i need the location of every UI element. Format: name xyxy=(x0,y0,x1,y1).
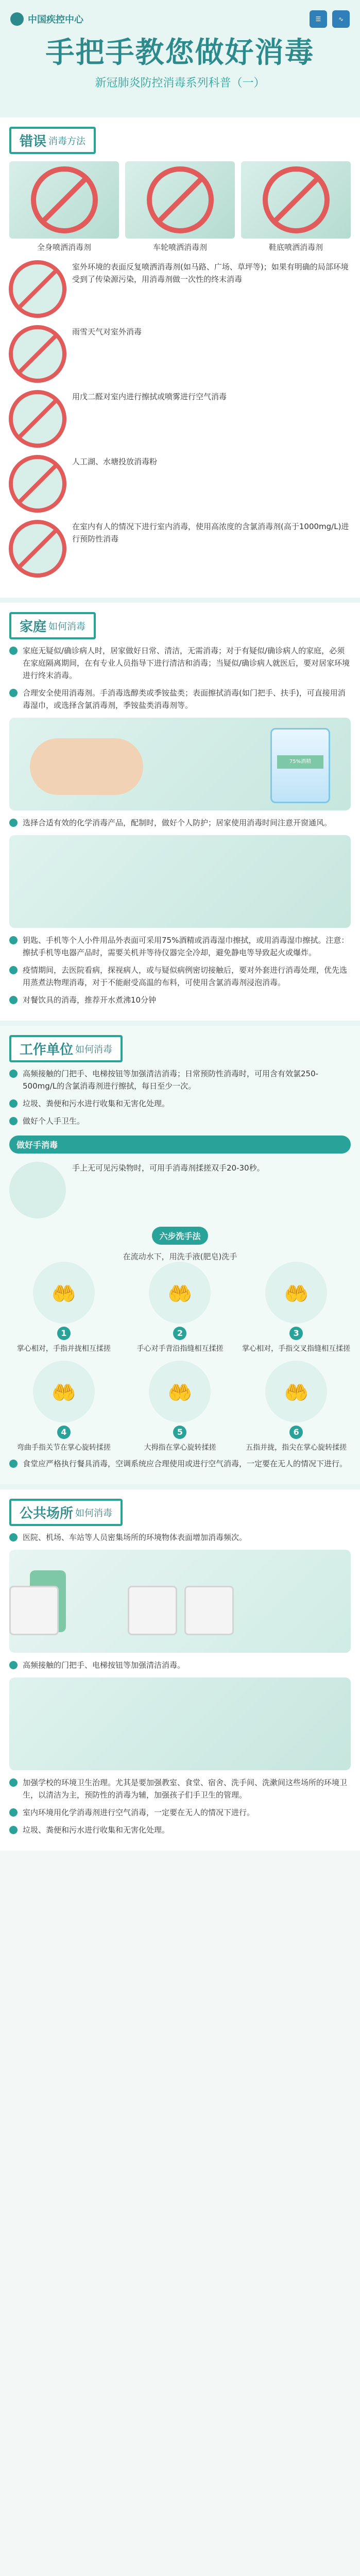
hand-step-icon xyxy=(33,1262,95,1324)
work-title xyxy=(9,1035,123,1062)
bullet-dot-icon xyxy=(9,647,18,655)
hand-step-5 xyxy=(126,1361,235,1452)
work-more-text: 食堂应严格执行餐具消毒，空调系统应合理使用或进行空气消毒，一定要在无人的情况下进行。 xyxy=(23,1459,348,1468)
hand-step-icon xyxy=(33,1361,95,1422)
home-item-6 xyxy=(9,994,351,1006)
six-steps-badge: 六步洗手法 xyxy=(152,1227,208,1245)
public-item-text-1: 医院、机场、车站等人员密集场所的环境物体表面增加消毒频次。 xyxy=(23,1533,247,1542)
hand-hygiene-text: 手上无可见污染物时，可用手消毒剂揉搓双手20-30秒。 xyxy=(72,1163,265,1173)
public-item-5 xyxy=(9,1824,351,1836)
lake-icon xyxy=(9,455,66,512)
bullet-dot-icon xyxy=(9,1808,18,1817)
hand-step-caption: 大拇指在掌心旋转揉搓 xyxy=(144,1444,216,1452)
home-item-text-3: 选择合适有效的化学消毒产品，配制时，做好个人防护；居家使用消毒时间注意开窗通风。 xyxy=(23,818,332,827)
ban-icon xyxy=(263,166,330,233)
home-section xyxy=(0,603,360,1021)
work-title-suffix: 如何消毒 xyxy=(75,1044,113,1055)
hand-step-caption: 手心对手背沿指缝相互揉搓 xyxy=(136,1345,224,1353)
hand-steps xyxy=(9,1262,351,1452)
spray-bottle-icon xyxy=(9,391,66,447)
home-item-text-6: 对餐饮具的消毒，推荐开水煮沸10分钟 xyxy=(23,995,157,1005)
hand-step-icon xyxy=(265,1361,327,1422)
elevator-button-image xyxy=(9,1677,351,1770)
hand-step-icon xyxy=(149,1262,211,1324)
hand-step-num: 3 xyxy=(289,1327,303,1340)
cdc-logo-icon xyxy=(10,12,24,26)
wrong-bullet-text-1: 室外环境的表面反复喷洒消毒剂(如马路、广场、草坪等)；如果有明确的局部环境受到了传染源污染，用消毒剂做一次性的终末消毒 xyxy=(72,262,349,284)
brand-badge-2: ∿ xyxy=(332,10,350,28)
divider xyxy=(0,1484,360,1489)
hand-step-icon xyxy=(265,1262,327,1324)
protective-gear-image xyxy=(9,835,351,928)
bullet-dot-icon xyxy=(9,1070,18,1078)
wrong-section xyxy=(0,117,360,598)
hand-sanitizer-image xyxy=(9,718,351,810)
wrong-bullet-4 xyxy=(9,455,351,512)
hand-hygiene-row xyxy=(9,1162,351,1218)
wrong-title-suffix: 消毒方法 xyxy=(48,135,86,147)
wrong-card-1 xyxy=(9,161,119,252)
wrong-bullet-5 xyxy=(9,520,351,577)
hand-wash-icon xyxy=(9,1162,66,1218)
work-title-main: 工作单位 xyxy=(20,1042,74,1058)
wrong-bullet-1 xyxy=(9,261,351,317)
wrong-cards xyxy=(9,161,351,252)
public-item-2 xyxy=(9,1659,351,1671)
six-steps-subtitle: 在流动水下，用洗手液(肥皂)洗手 xyxy=(123,1252,237,1261)
home-item-text-4: 钥匙、手机等个人小件用品外表面可采用75%酒精或消毒湿巾擦拭，或用消毒湿巾擦拭。注意：擦拭手机等电器产品时，需要关机并等待仪器完全冷却，避免静电等导致起火或爆炸。 xyxy=(23,936,349,957)
divider xyxy=(0,1021,360,1026)
bullet-dot-icon xyxy=(9,936,18,944)
home-item-text-5: 疫情期间，去医院看病，探视病人，或与疑似病例密切接触后，要对外套进行消毒处理，优先选用蒸煮法物理消毒，对于不能耐受高温的布料，可使用含氯消毒剂浸泡消毒。 xyxy=(23,965,348,987)
hand-step-icon xyxy=(149,1361,211,1422)
hand-step-6 xyxy=(242,1361,351,1452)
header xyxy=(0,0,360,117)
wrong-bullet-text-5: 在室内有人的情况下进行室内消毒，使用高浓度的含氯消毒剂(高于1000mg/L)进行预防性消毒 xyxy=(72,522,349,544)
org-title xyxy=(10,12,350,26)
work-item-1 xyxy=(9,1067,351,1092)
ban-icon xyxy=(9,325,66,383)
wrong-title xyxy=(9,127,96,154)
hand-hygiene xyxy=(9,1136,351,1470)
wrong-card-image-3 xyxy=(241,161,351,239)
wrong-card-image-2 xyxy=(125,161,235,239)
wrong-card-2 xyxy=(125,161,235,252)
home-item-5 xyxy=(9,964,351,989)
hand-step-caption: 掌心相对，手指交叉指缝相互揉搓 xyxy=(242,1345,351,1353)
outdoor-spray-icon xyxy=(9,261,66,317)
hand-step-num: 1 xyxy=(57,1327,71,1340)
public-title-main: 公共场所 xyxy=(20,1506,74,1521)
public-item-text-4: 室内环境用化学消毒剂进行空气消毒，一定要在无人的情况下进行。 xyxy=(23,1808,255,1817)
public-item-3 xyxy=(9,1776,351,1801)
home-item-3 xyxy=(9,817,351,829)
ban-icon xyxy=(31,166,98,233)
hand-step-num: 6 xyxy=(289,1426,303,1439)
hand-icon xyxy=(30,738,143,795)
work-more xyxy=(9,1458,351,1470)
public-item-4 xyxy=(9,1806,351,1819)
work-item-2 xyxy=(9,1097,351,1110)
ban-icon xyxy=(9,390,66,448)
hand-step-num: 2 xyxy=(173,1327,186,1340)
wrong-bullet-3 xyxy=(9,391,351,447)
home-item-text-1: 家庭无疑似/确诊病人时，居家做好日常、清洁，无需消毒；对于有疑似/确诊病人的家庭，必须在家庭隔离期间，在有专业人员指导下进行清洁和消毒；当疑似/确诊病人就医后，要对居家环境进行终末消毒。 xyxy=(23,646,350,680)
hand-step-num: 5 xyxy=(173,1426,186,1439)
rain-icon xyxy=(9,326,66,382)
home-title-main: 家庭 xyxy=(20,619,47,635)
bottle-label: 75%酒精 xyxy=(277,755,323,769)
page-title: 手把手教您做好消毒 xyxy=(45,36,315,70)
hand-step-3 xyxy=(242,1262,351,1353)
wrong-card-caption-3: 鞋底喷洒消毒剂 xyxy=(268,243,323,252)
page-subtitle: 新冠肺炎防控消毒系列科普（一） xyxy=(95,77,265,90)
hand-step-caption: 五指并拢，指尖在掌心旋转揉搓 xyxy=(246,1444,347,1452)
sanitizer-bottle-icon xyxy=(270,728,330,803)
six-steps-title xyxy=(9,1227,351,1245)
hand-step-1 xyxy=(9,1262,118,1353)
bullet-dot-icon xyxy=(9,1460,18,1468)
ban-icon xyxy=(147,166,214,233)
ban-icon xyxy=(9,260,66,318)
hand-step-caption: 弯曲手指关节在掌心旋转揉搓 xyxy=(16,1444,111,1452)
wrong-bullet-2 xyxy=(9,326,351,382)
bullet-dot-icon xyxy=(9,966,18,974)
hand-step-2 xyxy=(126,1262,235,1353)
hand-step-caption: 掌心相对，手指并拢相互揉搓 xyxy=(16,1345,111,1353)
home-item-text-2: 合理安全使用消毒剂。手消毒选醇类或季铵盐类；表面擦拭消毒(如门把手、扶手)，可直接用消毒湿巾，或选择含氯消毒剂，季铵盐类消毒剂等。 xyxy=(23,688,346,710)
divider xyxy=(0,598,360,603)
hand-step-num: 4 xyxy=(57,1426,71,1439)
indoor-people-icon xyxy=(9,520,66,577)
bullet-dot-icon xyxy=(9,1099,18,1108)
wrong-card-3 xyxy=(241,161,351,252)
home-item-4 xyxy=(9,934,351,959)
bullet-dot-icon xyxy=(9,1533,18,1541)
work-item-text-1: 高频接触的门把手、电梯按钮等加强清洁消毒；日常预防性消毒时，可用含有效氯250-500mg/L的含氯消毒剂进行擦拭，每日至少一次。 xyxy=(23,1069,319,1091)
home-title xyxy=(9,612,96,639)
org-name: 中国疾控中心 xyxy=(28,14,83,25)
wrong-bullet-text-2: 雨雪天气对室外消毒 xyxy=(72,327,142,336)
chair-icon xyxy=(128,1586,177,1635)
wrong-bullet-text-4: 人工湖、水塘投放消毒粉 xyxy=(72,457,158,466)
hand-hygiene-badge: 做好手消毒 xyxy=(9,1136,351,1154)
bullet-dot-icon xyxy=(9,1117,18,1125)
bullet-dot-icon xyxy=(9,819,18,827)
work-item-3 xyxy=(9,1115,351,1127)
home-item-1 xyxy=(9,645,351,682)
bullet-dot-icon xyxy=(9,1778,18,1787)
wrong-card-image-1 xyxy=(9,161,119,239)
ban-icon xyxy=(9,455,66,513)
public-item-text-3: 加强学校的环境卫生治理。尤其是要加强教室、食堂、宿舍、洗手间、洗漱间这些场所的环境卫生，以清洁为主，预防性的消毒为辅，加强孩子们手卫生的管理。 xyxy=(23,1778,348,1800)
wrong-card-caption-2: 车轮喷洒消毒剂 xyxy=(152,243,207,252)
public-seats-image xyxy=(9,1550,351,1653)
chair-icon xyxy=(9,1586,59,1635)
public-title-suffix: 如何消毒 xyxy=(75,1507,113,1519)
home-title-suffix: 如何消毒 xyxy=(48,621,86,632)
public-item-1 xyxy=(9,1531,351,1544)
public-item-text-2: 高频接触的门把手、电梯按钮等加强清洁消毒。 xyxy=(23,1660,185,1670)
public-item-text-5: 垃圾、粪便和污水进行收集和无害化处理。 xyxy=(23,1825,170,1835)
public-section xyxy=(0,1489,360,1851)
bullet-dot-icon xyxy=(9,996,18,1004)
hand-step-4 xyxy=(9,1361,118,1452)
bullet-dot-icon xyxy=(9,689,18,697)
brand-badge-1: ☰ xyxy=(310,10,327,28)
brand-icons xyxy=(310,10,350,28)
wrong-card-caption-1: 全身喷洒消毒剂 xyxy=(37,243,91,252)
public-title xyxy=(9,1499,123,1526)
bullet-dot-icon xyxy=(9,1661,18,1669)
bullet-dot-icon xyxy=(9,1826,18,1834)
ban-icon xyxy=(9,520,66,578)
chair-icon xyxy=(184,1586,234,1635)
work-item-text-3: 做好个人手卫生。 xyxy=(23,1116,85,1126)
wrong-title-main: 错误 xyxy=(20,134,47,149)
wrong-bullet-text-3: 用戊二醛对室内进行擦拭或喷雾进行空气消毒 xyxy=(72,392,227,401)
work-item-text-2: 垃圾、粪便和污水进行收集和无害化处理。 xyxy=(23,1099,170,1108)
work-section xyxy=(0,1026,360,1484)
home-item-2 xyxy=(9,687,351,711)
